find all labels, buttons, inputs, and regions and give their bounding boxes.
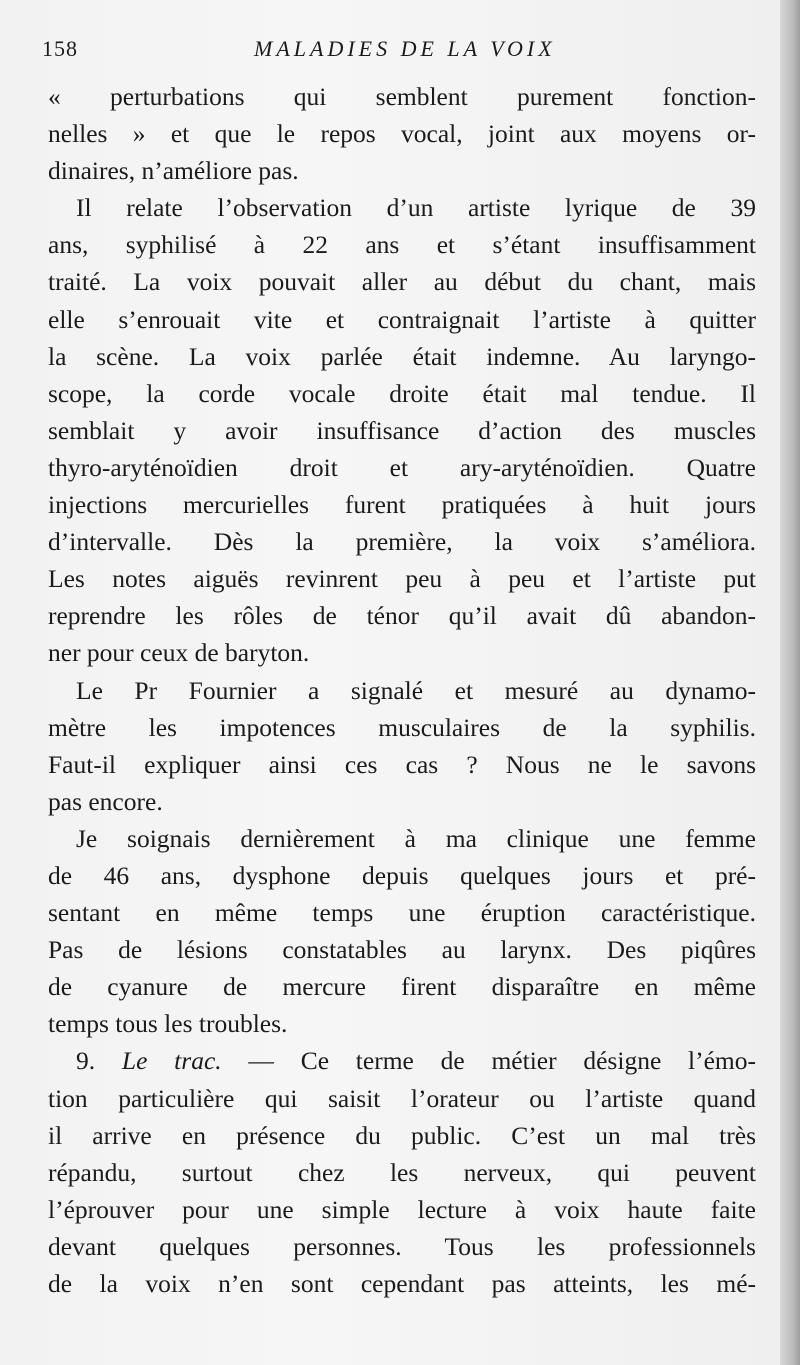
text-line: tion particulière qui saisit l’orateur ou l’artiste quand <box>48 1083 756 1113</box>
text-line: répandu, surtout chez les nerveux, qui peuvent <box>48 1157 756 1187</box>
text-line: de 46 ans, dysphone depuis quelques jours et pré- <box>48 860 756 890</box>
text-line: la scène. La voix parlée était indemne. Au laryngo- <box>48 341 756 371</box>
text-line: de la voix n’en sont cependant pas atteints, les mé- <box>48 1269 756 1298</box>
text-line: d’intervalle. Dès la première, la voix s’améliora. <box>48 527 756 557</box>
page-number: 158 <box>42 36 78 61</box>
text-line: Faut-il expliquer ainsi ces cas ? Nous ne le savons <box>48 749 756 779</box>
text-line: « perturbations qui semblent purement fonction- <box>48 82 756 111</box>
text-line: pas encore. <box>48 786 163 816</box>
paragraph-start-line: Le Pr Fournier a signalé et mesuré au dynamo- <box>76 675 756 705</box>
text-line: dinaires, n’améliore pas. <box>48 156 299 186</box>
text-line: scope, la corde vocale droite était mal tendue. Il <box>48 378 756 408</box>
paragraph-start-line: Je soignais dernièrement à ma clinique une femme <box>76 823 756 853</box>
text-line: ner pour ceux de baryton. <box>48 638 310 668</box>
paragraph-start-line: Il relate l’observation d’un artiste lyrique de 39 <box>76 193 756 223</box>
section-intro-text: — Ce terme de métier désigne l’émo- <box>248 1046 757 1076</box>
text-line: thyro-aryténoïdien droit et ary-aryténoïdien. Quatre <box>48 452 756 482</box>
text-line: ans, syphilisé à 22 ans et s’étant insuffisamment <box>48 230 756 260</box>
section-title: Le trac. <box>121 1046 222 1076</box>
text-line: l’éprouver pour une simple lecture à voix haute faite <box>48 1194 756 1224</box>
text-line: injections mercurielles furent pratiquées à huit jours <box>48 490 756 520</box>
text-line: reprendre les rôles de ténor qu’il avait dû abandon- <box>48 601 756 631</box>
text-line: devant quelques personnes. Tous les professionnels <box>48 1231 756 1261</box>
text-line: temps tous les troubles. <box>48 1009 288 1039</box>
text-line: nelles » et que le repos vocal, joint aux moyens or- <box>48 119 756 149</box>
text-line: sentant en même temps une éruption caractéristique. <box>48 898 756 928</box>
text-line: traité. La voix pouvait aller au début du chant, mais <box>48 267 756 297</box>
section-heading-line <box>48 1042 756 1079</box>
page-header <box>42 36 762 68</box>
text-line: de cyanure de mercure firent disparaître en même <box>48 972 756 1002</box>
text-line: semblait y avoir insuffisance d’action des muscles <box>48 415 756 445</box>
body-text <box>48 78 756 1302</box>
page-gutter <box>780 0 800 1365</box>
running-title: MALADIES DE LA VOIX <box>254 36 556 61</box>
text-line: Pas de lésions constatables au larynx. Des piqûres <box>48 935 756 965</box>
text-line: elle s’enrouait vite et contraignait l’artiste à quitter <box>48 304 756 334</box>
text-line: il arrive en présence du public. C’est un mal très <box>48 1120 756 1150</box>
text-line: mètre les impotences musculaires de la syphilis. <box>48 712 756 742</box>
section-number: 9. <box>76 1046 96 1076</box>
text-line: Les notes aiguës revinrent peu à peu et l’artiste put <box>48 564 756 594</box>
